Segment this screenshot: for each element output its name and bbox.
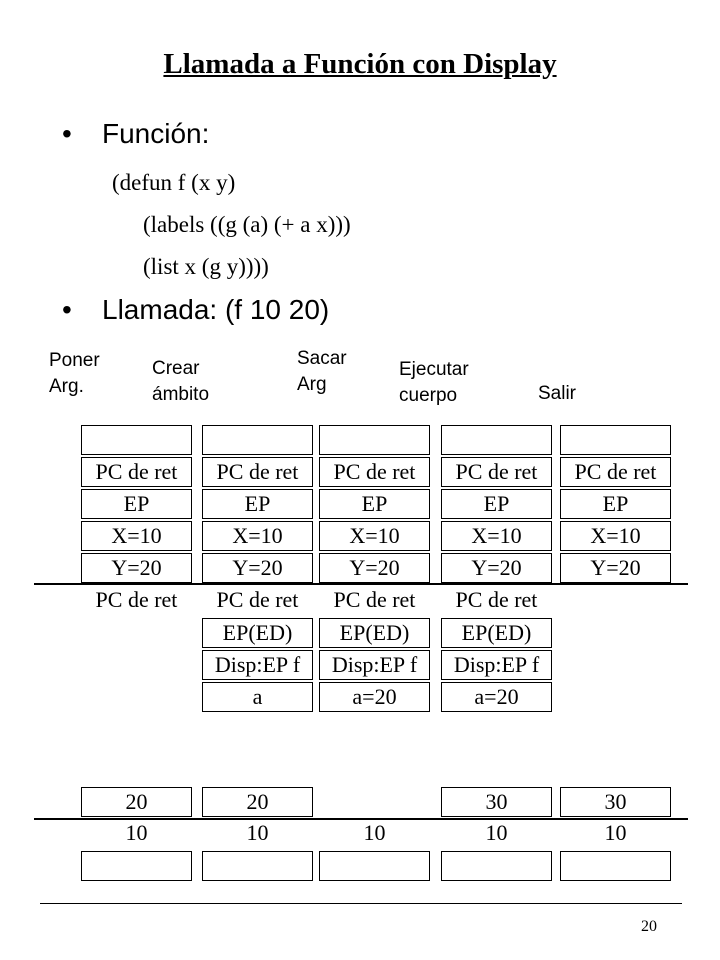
page-number: 20 (641, 918, 657, 935)
stack-cell: Y=20 (81, 553, 192, 583)
value-cell (319, 851, 430, 881)
stage-label-line: Ejecutar (399, 359, 469, 380)
frame-cell: Disp:EP f (441, 650, 552, 680)
funcion-label: Función: (102, 118, 210, 149)
stage-label-line: ámbito (152, 384, 210, 405)
stage-label-line: Salir (538, 383, 577, 404)
code-line-1: (defun f (x y) (112, 170, 236, 195)
stack-cell: X=10 (441, 521, 552, 551)
stack-cell: X=10 (81, 521, 192, 551)
stack-cell: Y=20 (319, 553, 430, 583)
stage-label (297, 346, 347, 398)
frame-cell: a (202, 682, 313, 712)
value-cell: 20 (81, 787, 192, 817)
value-cell: 10 (319, 819, 430, 849)
stack-cell: PC de ret (441, 457, 552, 487)
frame-cell: a=20 (319, 682, 430, 712)
value-stack-divider-line (34, 818, 688, 820)
frame-cell: EP(ED) (202, 618, 313, 648)
frame-cell: Disp:EP f (319, 650, 430, 680)
stack-cell (319, 425, 430, 455)
value-cell: 30 (560, 787, 671, 817)
frame-cell: PC de ret (319, 586, 430, 616)
stage-label-line: Arg. (49, 376, 84, 397)
stack-cell: X=10 (560, 521, 671, 551)
bullet-funcion (62, 118, 209, 150)
stack-cell: PC de ret (81, 457, 192, 487)
stack-cell: Y=20 (560, 553, 671, 583)
code-line-2: (labels ((g (a) (+ a x))) (143, 212, 351, 237)
stage-label-line: Crear (152, 358, 200, 379)
stack-cell (81, 425, 192, 455)
frame-cell: a=20 (441, 682, 552, 712)
stack-cell: PC de ret (560, 457, 671, 487)
frame-cell: PC de ret (81, 586, 192, 616)
stack-cell: Y=20 (202, 553, 313, 583)
stage-label-line: Sacar (297, 348, 347, 369)
stack-cell: EP (81, 489, 192, 519)
stage-label (49, 348, 100, 400)
stack-cell: X=10 (319, 521, 430, 551)
stack-divider-line (34, 583, 688, 585)
stage-label (152, 356, 209, 408)
stage-label-line: cuerpo (399, 385, 458, 406)
bullet-dot: • (62, 118, 72, 149)
stack-cell: EP (319, 489, 430, 519)
stack-cell: X=10 (202, 521, 313, 551)
slide-title: Llamada a Función con Display (163, 48, 557, 80)
value-cell: 20 (202, 787, 313, 817)
stack-cell (441, 425, 552, 455)
stack-cell: EP (560, 489, 671, 519)
value-cell: 30 (441, 787, 552, 817)
frame-cell: EP(ED) (319, 618, 430, 648)
stack-cell: Y=20 (441, 553, 552, 583)
code-line-3: (list x (g y)))) (143, 254, 269, 279)
stage-label (538, 381, 576, 407)
stage-label (399, 357, 469, 409)
footer-rule (40, 903, 682, 904)
frame-cell: PC de ret (441, 586, 552, 616)
frame-cell: PC de ret (202, 586, 313, 616)
stage-label-line: Arg (297, 374, 327, 395)
value-cell: 10 (441, 819, 552, 849)
stack-cell: PC de ret (202, 457, 313, 487)
value-cell (441, 851, 552, 881)
bullet-llamada (62, 294, 329, 326)
stage-label-line: Poner (49, 350, 100, 371)
stack-cell (560, 425, 671, 455)
stack-cell: PC de ret (319, 457, 430, 487)
value-cell: 10 (81, 819, 192, 849)
value-cell (560, 851, 671, 881)
value-cell: 10 (202, 819, 313, 849)
value-cell (81, 851, 192, 881)
value-cell (202, 851, 313, 881)
value-cell: 10 (560, 819, 671, 849)
stack-cell: EP (441, 489, 552, 519)
frame-cell: EP(ED) (441, 618, 552, 648)
stack-cell (202, 425, 313, 455)
stack-cell: EP (202, 489, 313, 519)
bullet-dot: • (62, 294, 72, 325)
frame-cell: Disp:EP f (202, 650, 313, 680)
llamada-label: Llamada: (f 10 20) (102, 294, 330, 325)
